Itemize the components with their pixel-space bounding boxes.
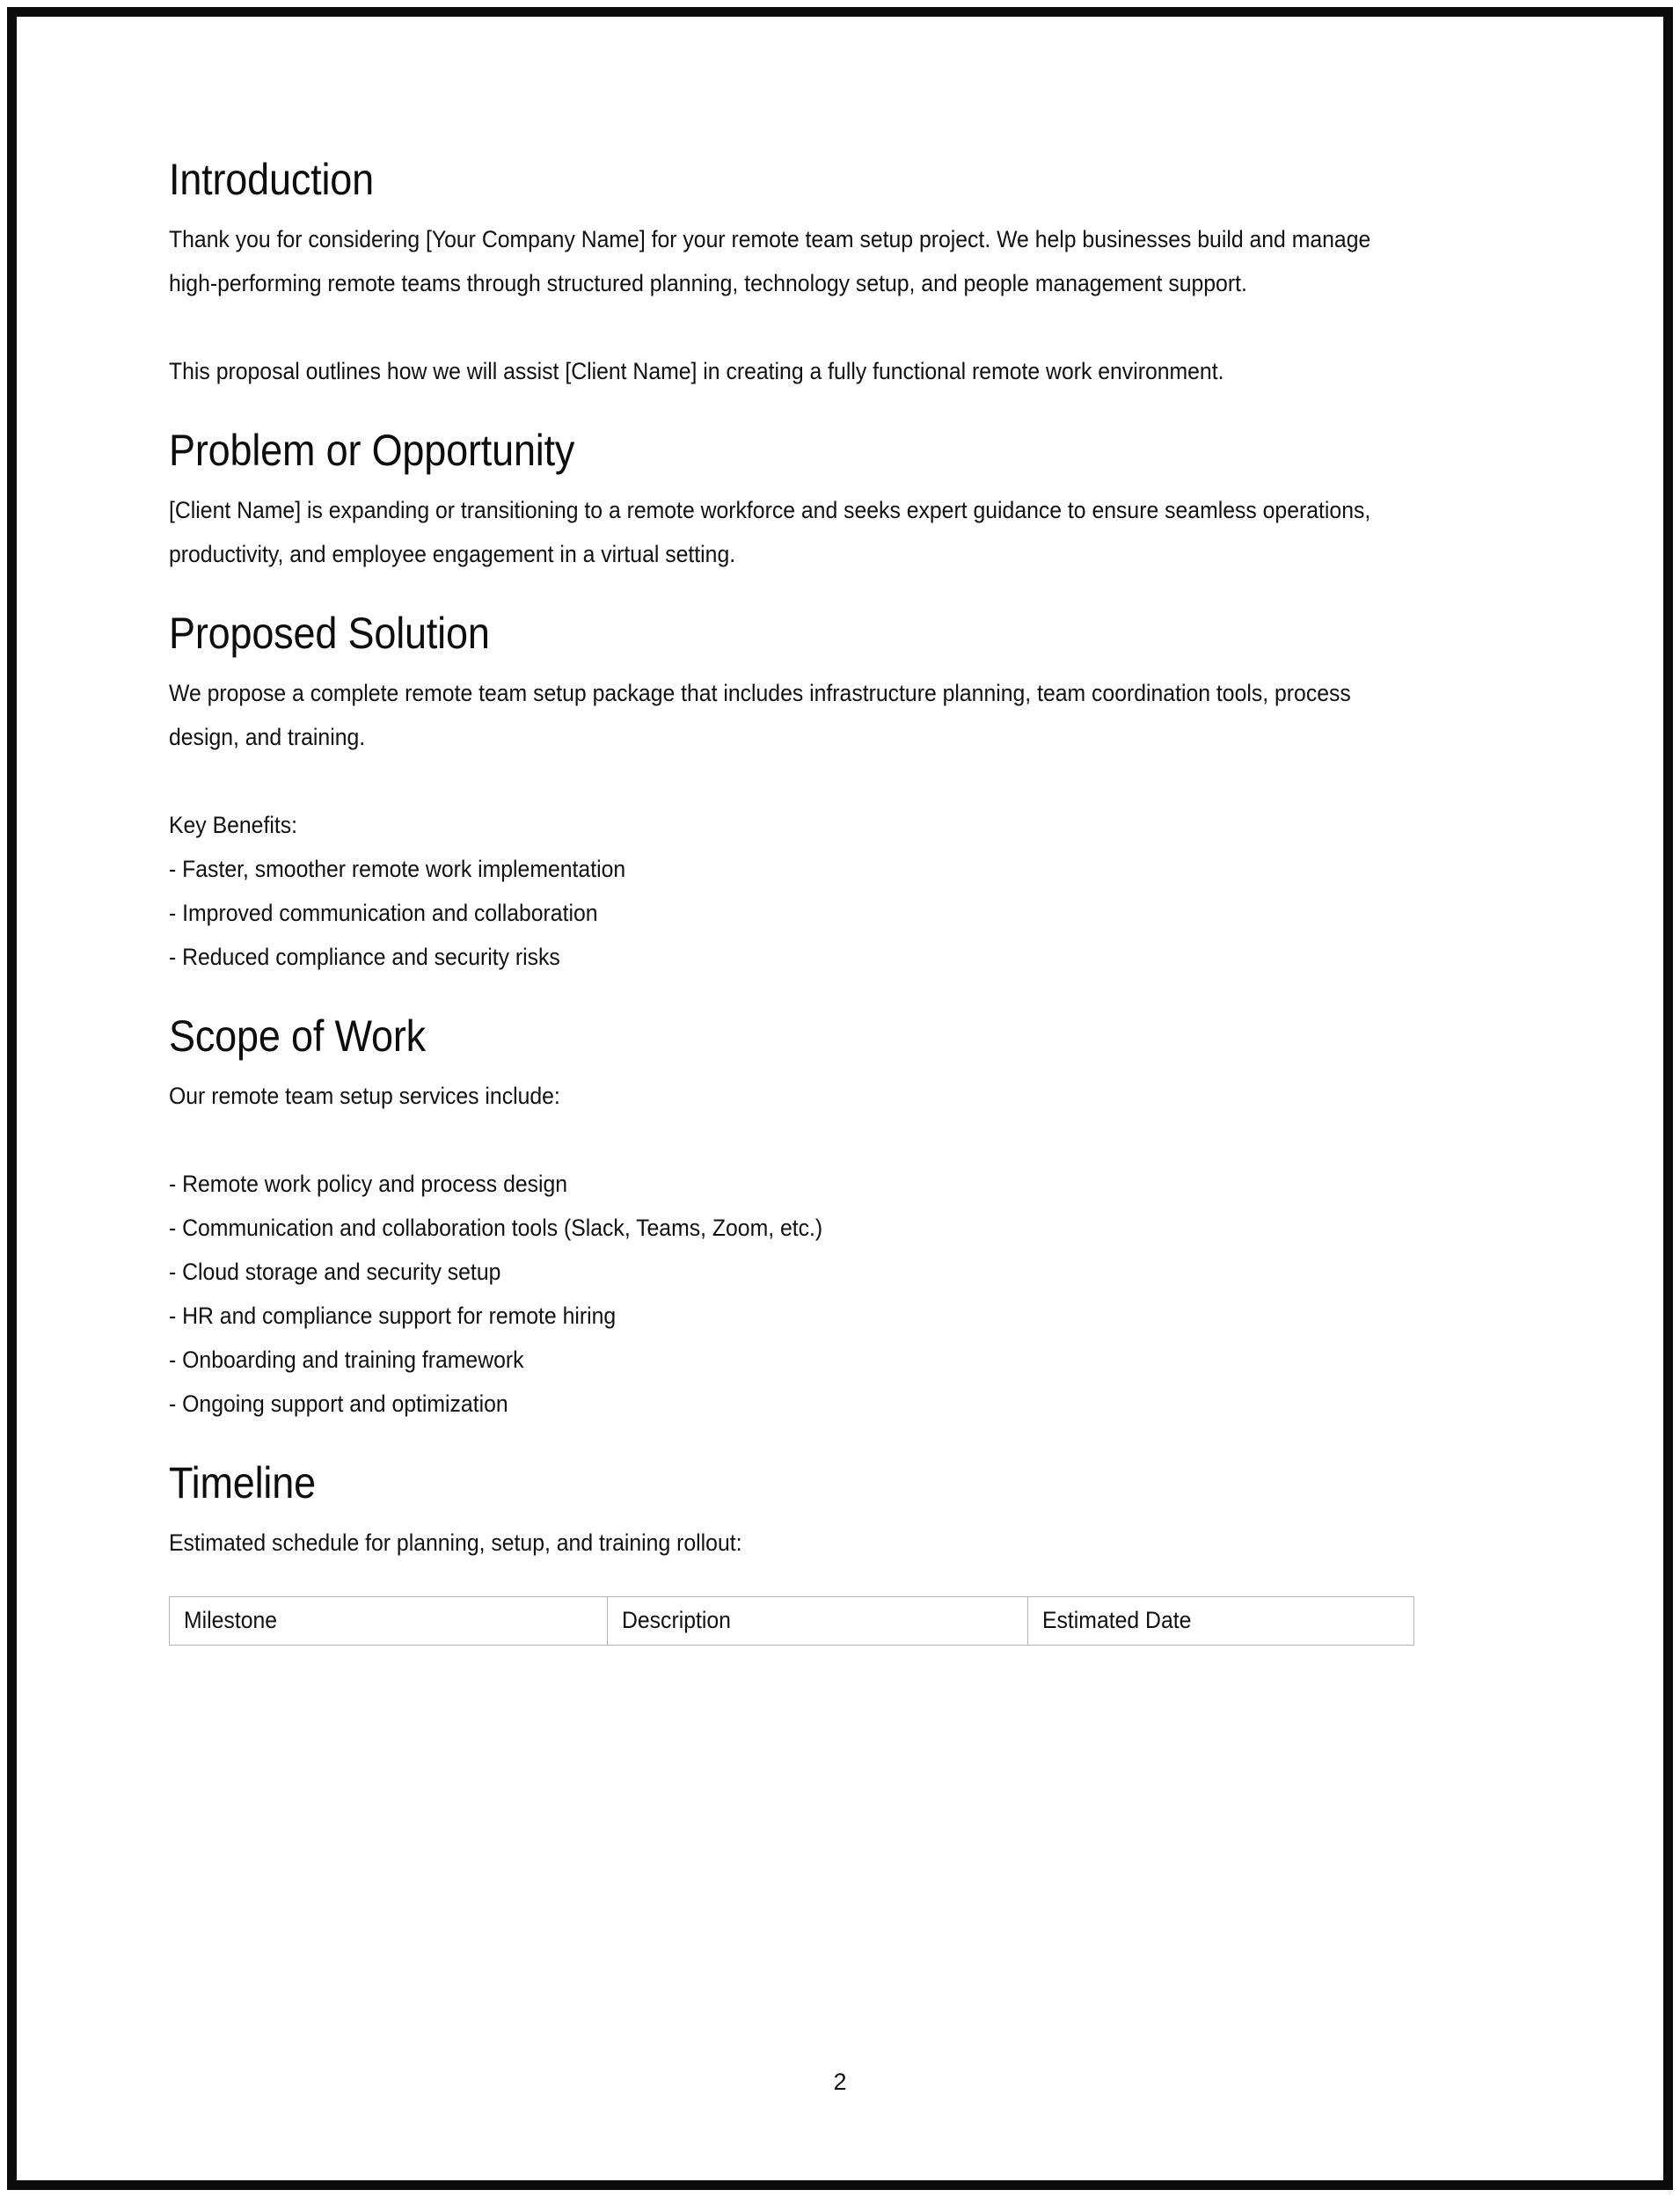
document-content (169, 157, 1510, 1646)
table-header-description-label: Description (622, 1607, 731, 1633)
spacer (169, 759, 1510, 803)
section-scope-of-work (169, 1011, 1510, 1426)
timeline-table (169, 1596, 1414, 1646)
list-item: - Ongoing support and optimization (169, 1390, 508, 1417)
list-item: - HR and compliance support for remote hiring (169, 1303, 617, 1329)
section-proposed-solution (169, 611, 1510, 979)
paragraph-problem-1: [Client Name] is expanding or transitioning to a remote workforce and seeks expert guidance to ensure seamless operations, productivity, and employee engagement in a virtual setting. (169, 497, 1371, 567)
spacer (169, 1426, 1510, 1461)
key-benefits-label: Key Benefits: (169, 812, 297, 838)
spacer (169, 393, 1510, 428)
table-header-row (170, 1597, 1414, 1646)
table-header-estimated-date-label: Estimated Date (1042, 1607, 1192, 1633)
table-header-milestone (170, 1597, 608, 1646)
list-item: - Communication and collaboration tools (Slack, Teams, Zoom, etc.) (169, 1215, 823, 1241)
spacer (169, 305, 1510, 349)
list-item: - Improved communication and collaboration (169, 900, 598, 926)
heading-timeline: Timeline (169, 1458, 316, 1507)
list-item: - Cloud storage and security setup (169, 1259, 501, 1285)
spacer (169, 979, 1510, 1014)
heading-proposed-solution: Proposed Solution (169, 609, 490, 658)
paragraph-scope-1: Our remote team setup services include: (169, 1083, 560, 1109)
page-number: 2 (833, 2069, 847, 2095)
list-item: - Faster, smoother remote work implementation (169, 856, 626, 882)
paragraph-solution-1: We propose a complete remote team setup package that includes infrastructure planning, team coordination tools, process design, and training. (169, 680, 1351, 750)
table-header-estimated-date (1028, 1597, 1414, 1646)
table-header-description (608, 1597, 1028, 1646)
paragraph-intro-2: This proposal outlines how we will assist [Client Name] in creating a fully functional remote work environment. (169, 358, 1224, 384)
table-header-milestone-label: Milestone (184, 1607, 278, 1633)
list-item: - Onboarding and training framework (169, 1347, 524, 1373)
page-body (17, 17, 1663, 2180)
spacer (169, 576, 1510, 611)
spacer (169, 1118, 1510, 1162)
section-problem-or-opportunity (169, 428, 1510, 576)
heading-problem-or-opportunity: Problem or Opportunity (169, 426, 575, 475)
list-item: - Reduced compliance and security risks (169, 944, 560, 970)
page-frame (7, 7, 1673, 2190)
list-item: - Remote work policy and process design (169, 1171, 568, 1197)
paragraph-intro-1: Thank you for considering [Your Company Name] for your remote team setup project. We help businesses build and manage high-performing remote teams through structured planning, technology setup, and people management support. (169, 226, 1371, 296)
section-timeline (169, 1458, 1510, 1646)
heading-scope-of-work: Scope of Work (169, 1011, 426, 1061)
heading-introduction: Introduction (169, 155, 375, 204)
paragraph-timeline-1: Estimated schedule for planning, setup, and training rollout: (169, 1529, 742, 1556)
section-introduction (169, 157, 1510, 393)
